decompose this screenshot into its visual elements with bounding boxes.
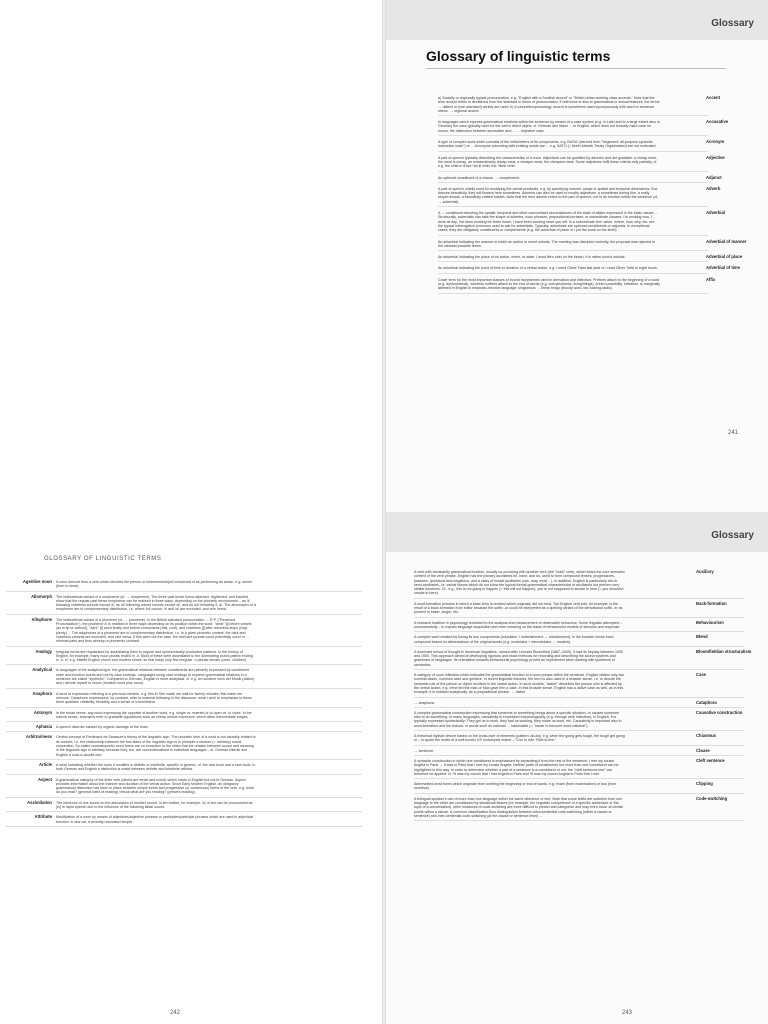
entry-divider: [414, 820, 744, 821]
entry-headword: Anaphora: [32, 690, 52, 696]
entry-list: [438, 95, 747, 298]
glossary-entry: [438, 210, 726, 235]
entry-divider: [6, 721, 362, 722]
entry-definition: A syntactic construction in which one constituent is emphasised by separating it from the rest of the sentence: I met my cousin Angela in Paris → It was in Paris that I met my cousin Angela. Neither parts of constituents nor more than one constituent can be highlighted in this way. In order to determine whether a part of a sentence is a constituent or not, the "cleft sentence test" can therefore be applied: cf. *It was my cousin that I met Angela in Paris and *It was my cousin Angela in Paris that I met.: [414, 758, 619, 776]
entry-headword: Allophone: [31, 616, 52, 622]
glossary-entry: [6, 668, 362, 688]
entry-headword: Antonym: [33, 709, 52, 715]
blank-left-page: [0, 0, 384, 512]
entry-headword: Assimilation: [27, 799, 52, 805]
entry-headword: Adverbial: [706, 210, 726, 216]
glossary-entry: [6, 595, 362, 615]
entry-definition: A complex grammatical construction expressing that someone or something brings about a specific situation, or causes someone else to do something. In many languages, causativity is expressed morphologically (e.g. through verb inflection); in English, it is typically expressed syntactically: They got us to work, they had us working, they made us work, etc. Causativity is important also in word-formation and the lexicon, in words such as national → nationalise (= "cause to become more national").: [414, 710, 622, 728]
entry-headword: Case: [696, 672, 707, 678]
entry-list: [6, 580, 362, 830]
glossary-entry: [438, 276, 716, 294]
entry-headword: Allomorph: [31, 593, 52, 599]
entry-headword: Cataphora: [696, 699, 717, 705]
entry-headword: Behaviourism: [696, 619, 724, 625]
entry-divider: [6, 591, 362, 592]
entry-definition: An adverbial indicating the place of an action, event, or state: I must file's shirt on the beach, it is rather humid outside.: [438, 255, 626, 260]
running-header: Glossary: [711, 530, 754, 541]
entry-definition: The influence of one sound on the articulation of another sound. In ten bottles, for example, /n/ in ten can be pronounced as [m] in rapid speech due to the influence of the following labial sound.: [56, 800, 253, 809]
entry-headword: Analogy: [35, 648, 52, 654]
entry-definition: The realisational variant of a morpheme (cf. → morpheme). The three past tense forms attacked, frightened, and insulted show that the regular past tense morpheme can be realised in three ways, depending on the phonetic environment – as /t/ following voiceless sounds except /t/, as /d/ following voiced sounds except /d/, and as /ɪd/ following /t, d/. The allomorphs of a morpheme are in complementary distribution, i.e. where /id/ occurs, /t/ and /d/ are excluded, and vice versa.: [56, 594, 256, 612]
entry-divider: [438, 182, 708, 183]
glossary-entry: [414, 673, 744, 697]
glossary-entry: [414, 621, 744, 633]
glossary-entry: [414, 711, 744, 731]
glossary-entry: [6, 815, 362, 827]
entry-headword: Adjunct: [706, 174, 722, 180]
entry-definition: A speech disorder caused by organic damage of the brain.: [56, 725, 149, 730]
entry-divider: [414, 669, 744, 670]
glossary-entry: [438, 154, 725, 172]
entry-divider: [438, 235, 708, 236]
entry-divider: [414, 707, 744, 708]
entry-divider: [438, 171, 708, 172]
header-band: [384, 0, 768, 40]
entry-definition: An adverbial indicating the manner in which an action or event unfolds: The meeting was disrupted violently, the proposal was rejected in the clearest possible terms.: [438, 239, 656, 248]
entry-definition: Irregular forms are regularised by assimilating them to regular and synchronically productive patterns. In the history of English, for example, many noun plurals ended in -n. Most of these were assimilated to the dominating plural pattern ending in -s, cf. e.g. Middle English shoon and modern shoes, so that today only few irregular -n plurals remain (oxen, children).: [56, 649, 253, 663]
glossary-entry: [438, 95, 720, 116]
entry-definition: Central concept of Ferdinand de Saussure's theory of the linguistic sign. The phonetic form of a word is not causally related to its content, i.e. the relationship between the two sides of the linguistic sign is in principle a random (= arbitrary) social convention. So-called onomatopoetic word forms are no exception to the claim that the relation between sound and meaning in the linguistic sign is arbitrary because they, too, are conventionalised in individual languages – cf. German kikeriki and English a cock-a-doodle-doo.: [56, 735, 256, 757]
glossary-entry: [438, 174, 722, 183]
page-241: [384, 0, 768, 512]
entry-headword: Arbitrariness: [25, 734, 52, 740]
entry-divider: [414, 598, 744, 599]
entry-headword: Adverb: [706, 185, 721, 191]
entry-divider: [414, 697, 744, 698]
page-number: 241: [728, 430, 739, 436]
entry-definition: → anaphora.: [414, 700, 435, 705]
entry-divider: [438, 115, 708, 116]
entry-divider: [414, 631, 744, 632]
glossary-entry: [414, 759, 744, 779]
entry-headword: Adverbial of time: [706, 265, 740, 271]
entry-divider: [438, 206, 708, 207]
entry-headword: Attribute: [34, 814, 52, 820]
entry-headword: Aspect: [38, 776, 52, 782]
entry-divider: [438, 261, 708, 262]
entry-divider: [414, 730, 744, 731]
glossary-entry: [6, 618, 362, 647]
entry-divider: [438, 273, 708, 274]
entry-definition: Cover term for the most important classes of bound morphemes used in derivation and inflection. Prefixes attach to the beginning of a word (e.g. dysfunctional), whereas suffixes attach to the end of words (e.g. worrybusiness, living/things). A third possibility, infixation, is marginally attested in English in emphatic-emotive language: kingamous → these bingo (bloody word, fan-fucking-tastic).: [438, 277, 660, 291]
entry-divider: [414, 755, 744, 756]
entry-headword: Adjective: [706, 154, 725, 160]
glossary-entry: [438, 139, 725, 152]
entry-headword: Back-formation: [696, 600, 727, 606]
page-number: 243: [622, 1010, 633, 1016]
entry-divider: [438, 135, 708, 136]
entry-divider: [6, 797, 362, 798]
glossary-entry: [6, 725, 362, 732]
entry-headword: Blend: [696, 634, 708, 640]
entry-divider: [6, 731, 362, 732]
entry-divider: [414, 745, 744, 746]
entry-divider: [438, 250, 708, 251]
glossary-entry: [6, 763, 362, 775]
glossary-entry: [438, 265, 740, 273]
entry-headword: Causative construction: [696, 709, 743, 715]
entry-headword: Affix: [706, 276, 716, 282]
entry-headword: Article: [38, 761, 52, 767]
glossary-entry: [414, 749, 744, 756]
entry-definition: An optional constituent of a clause. → complement.: [438, 175, 520, 180]
entry-definition: A part of speech typically describing the characteristics of a noun. Adjectives can be qualified by adverbs and are gradable: a cheap meal, the meal is cheap, an extraordinarily cheap meal, a cheaper meal, the cheapest meal. Some adjectives fulfil these criteria only partially, cf. e.g. the child is ill but *an ill child, the *illest child.: [438, 155, 658, 169]
entry-definition: → sentence.: [414, 748, 435, 753]
page-243: [384, 512, 768, 1024]
entry-headword: Bloomfieldian structuralism: [696, 648, 752, 654]
entry-definition: In languages of the analytical type, the grammatical relations between constituents are primarily expressed by constituent order and function words and not by case endings. Languages using case endings to express grammatical relations in a sentence are called "synthetic". Compared to German, English is more analytical, cf. e.g. ich schäme mich der Musik (dative) and I devote myself to music (function word plus noun).: [56, 668, 255, 686]
glossary-entry: [414, 797, 744, 821]
glossary-entry: [6, 650, 362, 666]
entry-definition: An adverbial indicating the point of time or duration of a verbal action, e.g. I need Oliver Twist last year or I read Oliver Twist in eight hours.: [438, 266, 658, 271]
glossary-entry: [6, 735, 362, 759]
gutter: [382, 0, 386, 512]
entry-divider: [6, 826, 362, 827]
entry-definition: A verb with dominantly grammatical function, usually co-occurring with another verb (the "main" verb), which bears the core semantic content of the verb phrase. English has the primary auxiliaries be, have, and do, used to form compound tenses, progressives, passives, questions and negations, and a class of modal auxiliaries (can, may, must ...). In addition, English is particularly rich in semi-auxiliaries, i.e. verbal idioms which do not show the typical formal-grammatical characteristics of auxiliaries but perform very similar functions. Cf., e.g., this is not going to happen (= this will not happen), you're not supposed to smoke in here (= you shouldn't smoke in here).: [414, 570, 625, 596]
entry-definition: A noun derived from a verb which denotes the person or instrument/object conceived of as performing an action, e.g. sinner (from to sinar).: [56, 580, 253, 589]
entry-divider: [438, 151, 708, 152]
entry-definition: A word indicating whether the noun it modifies is definite or indefinite, specific or generic, cf. the new book and a new book. In both German and English a distinction is made between definite and indefinite articles.: [56, 762, 256, 772]
glossary-entry: [414, 734, 744, 746]
entry-list: [414, 569, 752, 824]
entry-divider: [414, 646, 744, 647]
entry-definition: Modification of a noun by means of adjectives/adjective phrases or participles/participle phrases which are used in adjectival function: a new car, a recently renovated temple.: [56, 815, 254, 824]
entry-headword: Agentive noun: [22, 579, 52, 584]
entry-divider: [6, 614, 362, 615]
entry-divider: [6, 664, 362, 665]
entry-definition: A dominant school of thought in American linguistics, named after Leonard Bloomfield (1887–1949). It had its heyday between 1930 and 1950. This approach aimed at developing rigorous and exact methods for recording and describing the sound systems and grammars of languages. Its orientation towards behaviourist psychology proved an impediment when dealing with questions of semantics.: [414, 649, 623, 667]
entry-definition: A grammatical category of the finite verb (others are tense and mood) which exists in English but not in German. Aspect provides information about the manner and duration of the verbal action. Since Early Modern English, an obligatory grammatical distinction has been in place between simple forms and progressive (or continuous) forms of the verb, e.g. what do you read? (general habit of reading) versus what are you reading? (present reading).: [56, 777, 254, 795]
entry-divider: [6, 811, 362, 812]
gutter: [382, 512, 386, 1024]
entry-headword: Cleft sentence: [696, 757, 725, 763]
entry-definition: A → constituent denoting the spatial, temporal and other concomitant circumstances of the state of affairs expressed in the basic clause ... Structurally, adverbials can take the shape of adverbs, noun phrases, prepositional phrases, or subordinate clauses: I'm working now, I work all day, I've been working for three hours, I have been working since you left. In a subordinate text, when, where, how, why, etc. are the typical interrogative pronouns used to ask for adverbials. Typically, adverbials are optional constituents or adjuncts. In exceptional cases, they are obligatory constituents or complements (e.g. the adverbial of place in I put the book on the shelf).: [438, 211, 658, 233]
glossary-entry: [438, 185, 721, 207]
running-header: Glossary: [711, 18, 754, 29]
entry-headword: Chiasmus: [696, 733, 717, 739]
entry-definition: A word or expression referring to a previous mention, e.g. this in She made me wait for twenty minutes; this made me nervous. Cataphoric expressions, by contrast, refer to material following in the discourse: what I wish to emphasize is these three qualities: reliability, flexibility and a sense of commitment.: [56, 691, 252, 705]
entry-headword: Accent: [706, 95, 720, 100]
entry-definition: A rhetorical stylistic device based on the cross-over of elements (pattern: ab-ba), e.g. when the going gets tough, the tough get going or – to quote the motto of a well-known US motorcycle maker – "Live to ride. Ride to live.": [414, 734, 625, 743]
header-band: [384, 512, 768, 552]
entry-headword: Analytical: [32, 667, 52, 673]
glossary-title: Glossary of linguistic terms: [426, 48, 611, 64]
page-242: [0, 512, 384, 1024]
glossary-entry: [414, 701, 744, 708]
glossary-entry: [414, 635, 744, 647]
entry-headword: Accusative: [706, 119, 729, 125]
entry-divider: [414, 793, 744, 794]
entry-definition: A part of speech chiefly used for modifying the verbal predicate, e.g. by specifying manner, cause or spatial and temporal dimensions: Sue dances beautifully, they will flowers here sometimes. Adverbs can also be used to modify adjectives: a sometimes boring film, a really stupid remark, a beautifully crafted basket. Note that the term adverb refers to the part of speech, not to its function within the sentence (cf. → adverbial).: [438, 186, 659, 204]
entry-divider: [414, 778, 744, 779]
entry-headword: Code-switching: [696, 795, 728, 801]
entry-headword: Acronym: [706, 139, 725, 145]
entry-definition: A bilingual speaker's use of more than one language within the same utterance or text. Note that some shifts are switches from one language to the other are conditioned by situational factors (for example, the linguistic competence of a specific addressee or the topic of a conversation), other instances of code-switching are more difficult to predict and categorise and may even occur at certain points within a clause. A common classification thus distinguishes between intra-sentential code-switching (within a clause or sentence) and inter-sentential code-switching (at the clause or sentence level) ...: [414, 796, 624, 818]
entry-divider: [6, 759, 362, 760]
glossary-entry: [414, 782, 744, 794]
entry-definition: A complex word created by fusing its two components (education + entertainment → edutainment). In the broader sense each compound based on abbreviations of the original words (e.g. modulator + demodulator → modem).: [414, 635, 614, 644]
entry-divider: [6, 707, 362, 708]
entry-definition: A research tradition in psychology restricted to the analysis and measurement of observable behaviour. Some linguists attempted – unsuccessfully – to explain language acquisition and even meaning on the basis of behaviourist models of stimulus and response.: [414, 620, 622, 629]
glossary-entry: [414, 648, 752, 670]
entry-divider: [6, 646, 362, 647]
entry-definition: In the broad sense, any word expressing the opposite of another word, e.g. single vs. married or to open vs. to close. In the narrow sense, antonyms refer to gradable oppositions such as cheap versus expensive, which allow intermediate stages.: [56, 710, 252, 719]
entry-headword: Clipping: [696, 781, 713, 787]
glossary-entry: [414, 602, 744, 618]
entry-definition: Abbreviated word forms which originate from omitting the beginning or end of words, e.g. exam (from examination) or bus (from omnibus).: [414, 782, 617, 791]
entry-divider: [6, 774, 362, 775]
entry-definition: A type of complex word which consists of the initial letters of its components, e.g. BASIC (derived from "beginners' all-purpose symbolic instruction code") or ... Acronyms coinciding with existing words are ... e.g. NATO (= North Atlantic Treaty Organisation) are not motivated.: [438, 140, 657, 149]
glossary-entry: [6, 711, 362, 723]
glossary-entry: [438, 238, 747, 252]
glossary-entry: [6, 692, 362, 708]
glossary-entry: [438, 119, 729, 136]
glossary-entry: [6, 801, 362, 813]
entry-definition: In languages which express grammatical relations within the sentence by means of a case system (e.g. in Latin and to a large extent also in German) the case typically used for the verb's direct object, cf. German den Mann ... In English, which does not formally mark case on nouns, the distinction between accusative and ... → objective case.: [438, 120, 660, 133]
glossary-entry: [6, 778, 362, 798]
page-number: 242: [170, 1010, 181, 1016]
entry-divider: [414, 617, 744, 618]
glossary-entry: [6, 580, 362, 592]
entry-divider: [6, 688, 362, 689]
entry-divider: [438, 293, 708, 294]
entry-definition: A word-formation process in which a base-form is created which originally did not exist. The English verb edit, for example, is the result of a back-formation from editor because the suffix -or could be interpreted as a spelling variant of the derivational suffix -er as present in baker, singer, etc.: [414, 601, 623, 615]
title-rule: [426, 68, 726, 69]
entry-headword: Adverbial of place: [706, 254, 743, 260]
glossary-entry: [438, 254, 743, 262]
entry-definition: The realisational variant of a phoneme (cf. → phoneme). In the British standard pronunciation → R.P. ("Received Pronunciation"), the phoneme /l/ is realised in three ways depending on its position within the word: "clear" [l] before vowels (as in lip or without), "dark" [ɫ] word finally and before consonants (ball, cold), and voiceless [l̥] after voiceless stops (clap, plenty) ... The allophones of a phoneme are in complementary distribution, i.e. in a given phonetic context, the dark and voiceless variants are excluded, and vice versa. If this were not the case, the relevant sounds could potentially occur in → minimal pairs and thus develop a phonemic contrast.: [56, 617, 252, 644]
entry-headword: Clause: [696, 747, 710, 753]
entry-definition: a) Socially or regionally typical pronunciation, e.g. "English with a Scottish accent" or "British urban working class accents." Note that the term accent refers to deviations from the standard in terms of pronunciation; if reference is also to grammatical or lexical features, the terms → dialect or (non-standard) variety are used. b) In phonetics/phonology, accent is sometimes used synonymously with word or sentence stress. → regional accent.: [438, 96, 660, 113]
entry-headword: Aphasia: [35, 724, 52, 730]
entry-definition: A category of noun inflection which indicates the grammatical function of a noun phrase within the sentence. English retains only two nominal cases, common case and genitive. In recent linguistic theories, the term is also used in a broader sense, i.e. to denote the semantic role of the person or object involved in the verbal action. In such models, "dative" describes the person who is affected by the verbal action, e.g. Irene fed the man or Max gave him a cake. In this broader sense, English has a dative case as well, as in this example, it is realised analytically, as a prepositional phrase. → dative: [414, 673, 625, 695]
entry-headword: Auxiliary: [696, 569, 714, 574]
entry-headword: Adverbial of manner: [706, 238, 747, 244]
glossary-entry: [414, 570, 744, 599]
bottom-spread: [0, 512, 768, 1024]
running-head: GLOSSARY OF LINGUISTIC TERMS: [44, 556, 162, 562]
